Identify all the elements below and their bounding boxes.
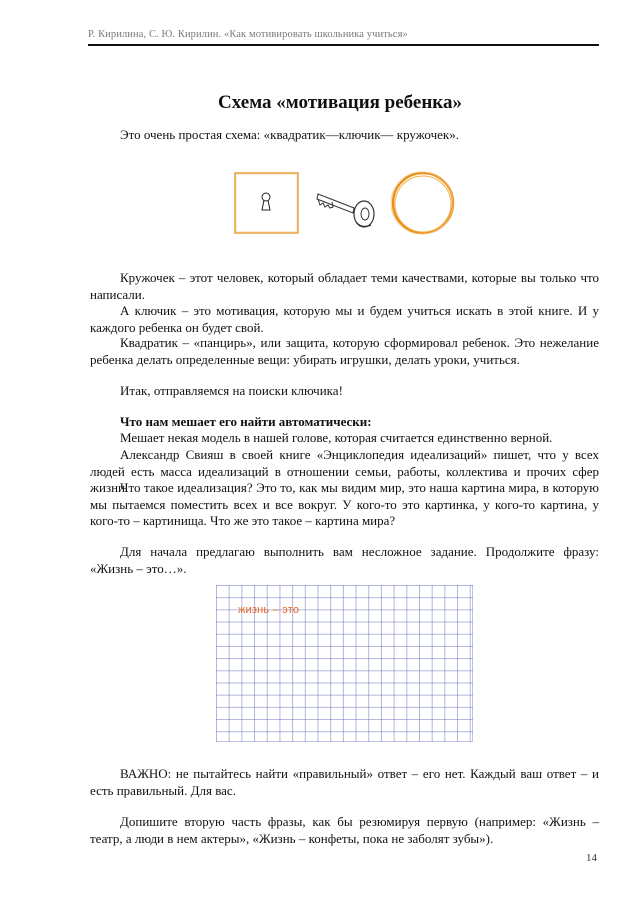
paragraph-finish-phrase: Допишите вторую часть фразы, как бы резюмируя первую (например: «Жизнь – театр, а люди в нем актеры», «Жизнь – конфеты, пока не заболят зубы»). [90,814,599,846]
paragraph-task: Для начала предлагаю выполнить вам несложное задание. Продолжите фразу: «Жизнь – это…». [90,544,599,576]
scheme-figure [230,168,462,240]
page-title: Схема «мотивация ребенка» [218,92,462,113]
square-keyhole-icon [235,173,298,233]
grid-label: жизнь – это [238,604,300,616]
paragraph-search: Итак, отправляемся на поиски ключика! [120,383,343,398]
paragraph-idealization: Что такое идеализация? Это то, как мы видим мир, это наша картина мира, в которую мы пытаемся поместить всех и все вокруг. У кого-то это картинка, у кого-то картина, у кого-то – картинища. Что же это такое – картина мира? [90,480,599,528]
paragraph-sviyash: Александр Свияш в своей книге «Энциклопедия идеализаций» пишет, что у всех людей есть масса идеализаций в отношении семьи, работы, коллектива и прочих сфер жизни. [90,447,599,495]
paragraph-square: Квадратик – «панцирь», или защита, которую сформировал ребенок. Это нежелание ребенка делать определенные вещи: убирать игрушки, делать уроки, учиться. [90,335,599,367]
running-header: Р. Кирилина, С. Ю. Кирилин. «Как мотивировать школьника учиться» [88,29,408,40]
paragraph-important: ВАЖНО: не пытайтесь найти «правильный» ответ – его нет. Каждый ваш ответ – и есть правильный. Для вас. [90,766,599,798]
paragraph-model: Мешает некая модель в нашей голове, которая считается единственно верной. [120,430,553,445]
grid-paper-figure [216,585,473,742]
circle-icon [391,172,453,234]
subheading: Что нам мешает его найти автоматически: [120,414,372,429]
paragraph-circle: Кружочек – этот человек, который обладает теми качествами, которые вы только что написали. [90,270,599,302]
paragraph-key: А ключик – это мотивация, которую мы и будем учиться искать в этой книге. И у каждого ребенка он будет свой. [90,303,599,335]
key-icon [317,194,374,227]
intro-paragraph: Это очень простая схема: «квадратик—ключик— кружочек». [120,127,459,142]
page-number: 14 [586,852,597,864]
header-rule [88,44,599,46]
